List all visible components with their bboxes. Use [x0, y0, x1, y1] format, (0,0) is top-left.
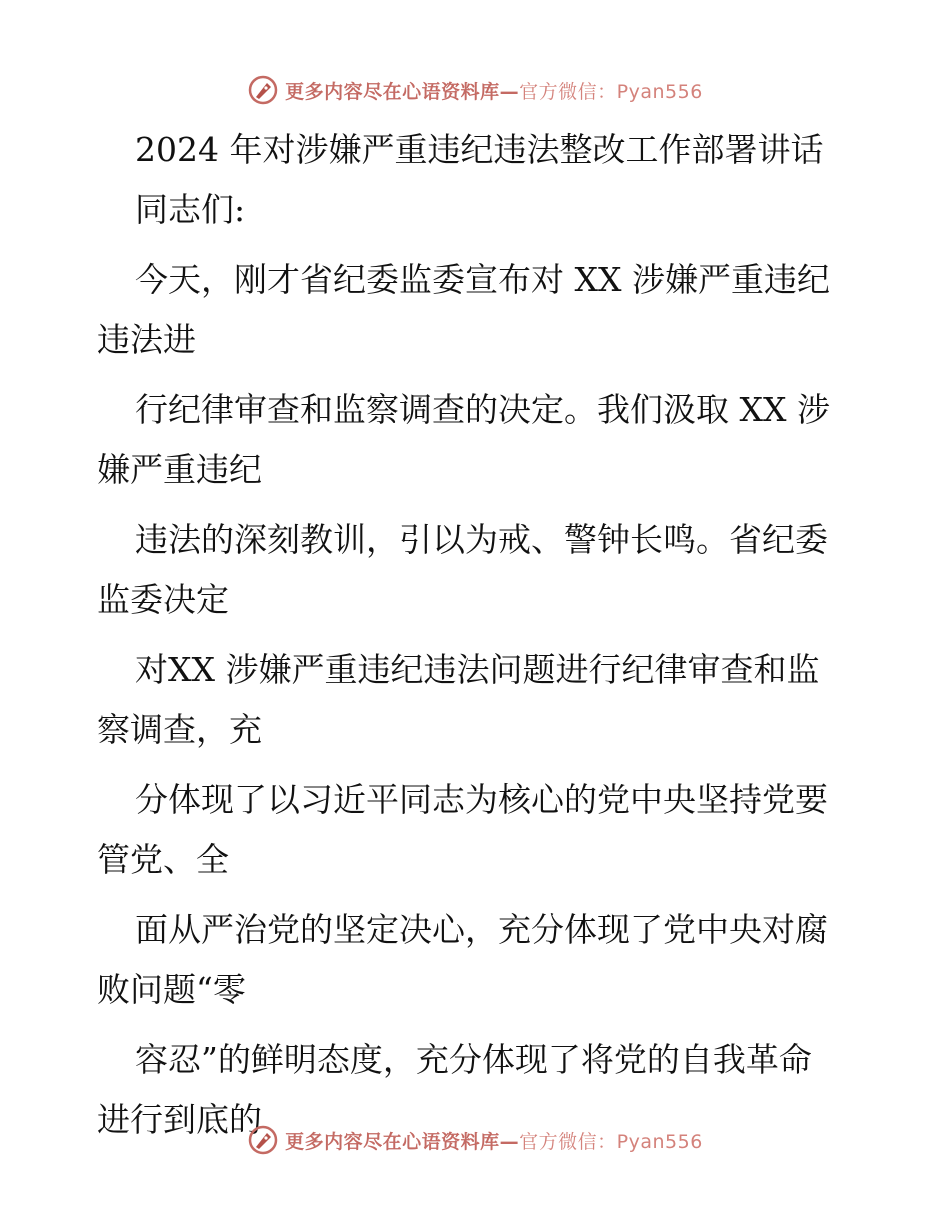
- paragraph-line: 对XX 涉嫌严重违纪违法问题进行纪律审查和监: [135, 650, 820, 689]
- footer-banner: [0, 1120, 950, 1160]
- paragraph-line: 违法进: [97, 320, 196, 359]
- paragraph-line: 进行到底的: [97, 1100, 262, 1139]
- paragraph-line: 察调查，充: [97, 710, 262, 749]
- paragraph-line: 分体现了以习近平同志为核心的党中央坚持党要: [135, 780, 828, 819]
- pen-nib-logo-icon: [247, 1124, 279, 1156]
- paragraph-line: 行纪律审查和监察调查的决定。我们汲取 XX 涉: [135, 390, 830, 429]
- paragraph-line: 监委决定: [97, 580, 229, 619]
- paragraph-line: 违法的深刻教训，引以为戒、警钟长鸣。省纪委: [135, 520, 828, 559]
- banner-text: [285, 1127, 703, 1154]
- banner-text-main: 更多内容尽在心语资料库—: [285, 1130, 520, 1153]
- paragraph-line: 管党、全: [97, 840, 229, 879]
- document-title: 2024 年对涉嫌严重违纪违法整改工作部署讲话: [135, 130, 824, 169]
- paragraph-line: 面从严治党的坚定决心，充分体现了党中央对腐: [135, 910, 828, 949]
- paragraph-line: 败问题“零: [97, 970, 246, 1009]
- salutation: 同志们:: [135, 190, 246, 229]
- document-body: [97, 120, 857, 1150]
- banner-text-main: 更多内容尽在心语资料库—: [285, 80, 520, 103]
- paragraph-line: 今天，刚才省纪委监委宣布对 XX 涉嫌严重违纪: [135, 260, 830, 299]
- header-banner: [0, 70, 950, 110]
- pen-nib-logo-icon: [247, 74, 279, 106]
- paragraph-line: 嫌严重违纪: [97, 450, 262, 489]
- paragraph-line: 容忍”的鲜明态度，充分体现了将党的自我革命: [135, 1040, 812, 1079]
- banner-text-wechat: 官方微信：Pyan556: [519, 80, 703, 103]
- banner-text: [285, 77, 703, 104]
- banner-text-wechat: 官方微信：Pyan556: [519, 1130, 703, 1153]
